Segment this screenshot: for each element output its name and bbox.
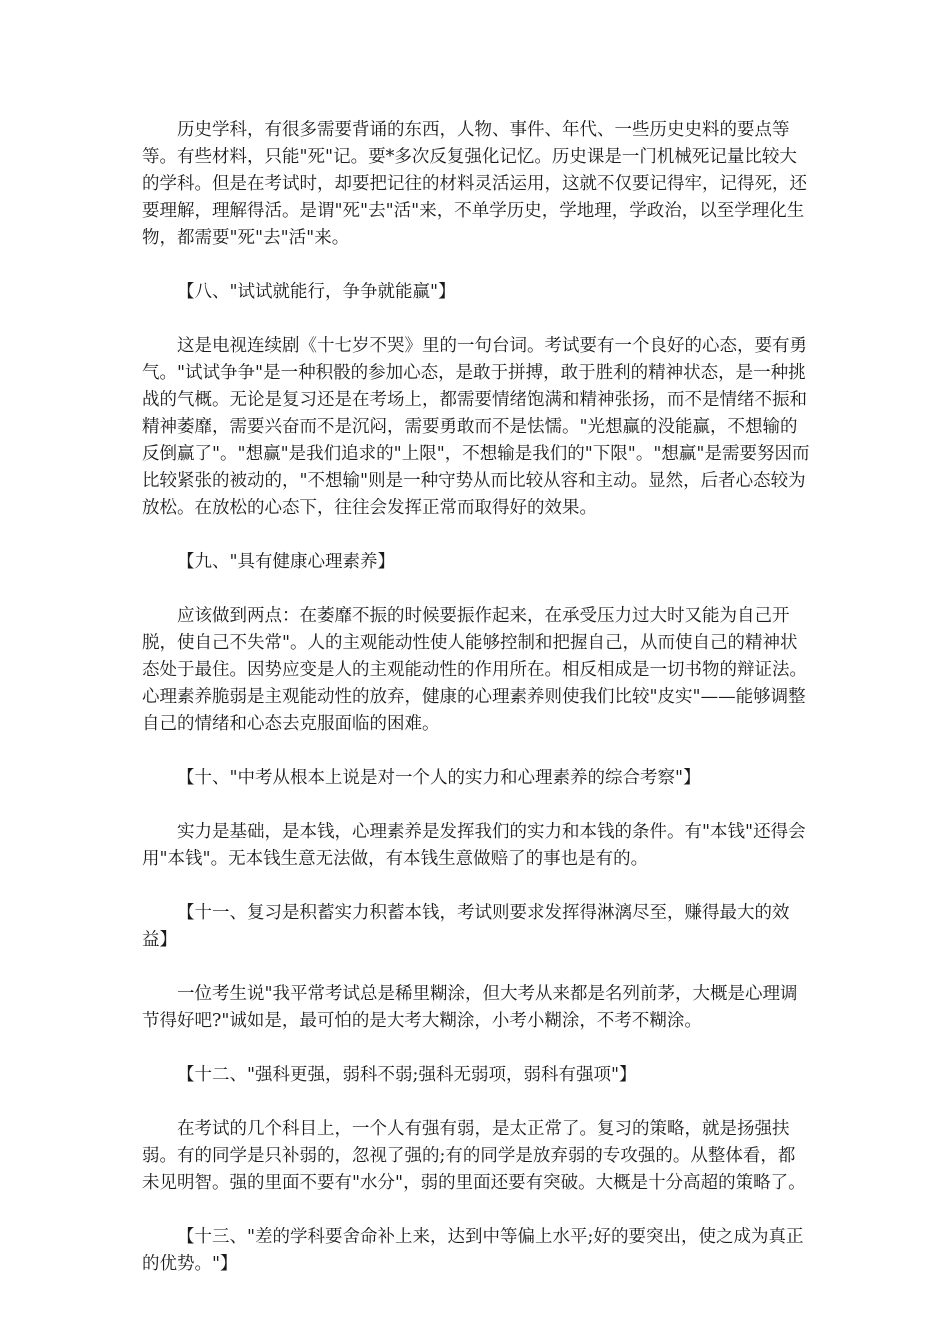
paragraph-strength: 实力是基础，是本钱，心理素养是发挥我们的实力和本钱的条件。有"本钱"还得会用"本钱"。无本钱生意无法做，有本钱生意做赔了的事也是有的。 — [142, 822, 806, 869]
paragraph-history-memorization: 历史学科，有很多需要背诵的东西，人物、事件、年代、一些历史史料的要点等等。有些材料，只能"死"记。要*多次反复强化记忆。历史课是一门机械死记量比较大的学科。但是在考试时，却要把记往的材料灵活运用，这就不仅要记得牢，记得死，还要理解，理解得活。是谓"死"去"活"来，不单学历史，学地理，学政治，以至学理化生物，都需要"死"去"活"来。 — [142, 120, 807, 248]
section-heading-8: 【八、"试试就能行，争争就能赢"】 — [177, 282, 456, 302]
section-heading-13: 【十三、"差的学科要舍命补上来，达到中等偏上水平;好的要突出，使之成为真正的优势。"】 — [142, 1227, 804, 1274]
paragraph-student-quote: 一位考生说"我平常考试总是稀里糊涂，但大考从来都是名列前茅，大概是心理调节得好吧?"诚如是，最可怕的是大考大糊涂，小考小糊涂，不考不糊涂。 — [142, 984, 798, 1031]
paragraph-psychology: 应该做到两点：在萎靡不振的时候要振作起来，在承受压力过大时又能为自己开脱，使自己不失常"。人的主观能动性使人能够控制和把握自己，从而使自己的精神状态处于最住。因势应变是人的主观能动性的作用所在。相反相成是一切书物的辩证法。心理素养脆弱是主观能动性的放弃，健康的心理素养则使我们比较"皮实"——能够调整自己的情绪和心态去克服面临的困难。 — [142, 606, 807, 734]
section-heading-9: 【九、"具有健康心理素养】 — [177, 552, 396, 572]
paragraph-mindset: 这是电视连续剧《十七岁不哭》里的一句台词。考试要有一个良好的心态，要有勇气。"试试争争"是一种积骰的参加心态，是敢于拼搏，敢于胜利的精神状态，是一种挑战的气概。无论是复习还是在考场上，都需要情绪饱满和精神张扬，而不是情绪不振和精神萎靡，需要兴奋而不是沉闷，需要勇敢而不是怯懦。"光想赢的没能赢，不想输的反倒赢了"。"想赢"是我们追求的"上限"，不想输是我们的"下限"。"想赢"是需要努因而比较紧张的被动的，"不想输"则是一种守势从而比较从容和主动。显然，后者心态较为放松。在放松的心态下，往往会发挥正常而取得好的效果。 — [142, 336, 810, 518]
section-heading-10: 【十、"中考从根本上说是对一个人的实力和心理素养的综合考察"】 — [177, 768, 701, 788]
document-body — [142, 117, 812, 1305]
paragraph-strategy: 在考试的几个科目上，一个人有强有弱，是太正常了。复习的策略，就是扬强扶弱。有的同学是只补弱的，忽视了强的;有的同学是放弃弱的专攻强的。从整体看，都未见明智。强的里面不要有"水分"，弱的里面还要有突破。大概是十分高超的策略了。 — [142, 1119, 806, 1193]
section-heading-11: 【十一、复习是积蓄实力积蓄本钱，考试则要求发挥得淋漓尽至，赚得最大的效益】 — [142, 903, 790, 950]
section-heading-12: 【十二、"强科更强，弱科不弱;强科无弱项，弱科有强项"】 — [177, 1065, 637, 1085]
